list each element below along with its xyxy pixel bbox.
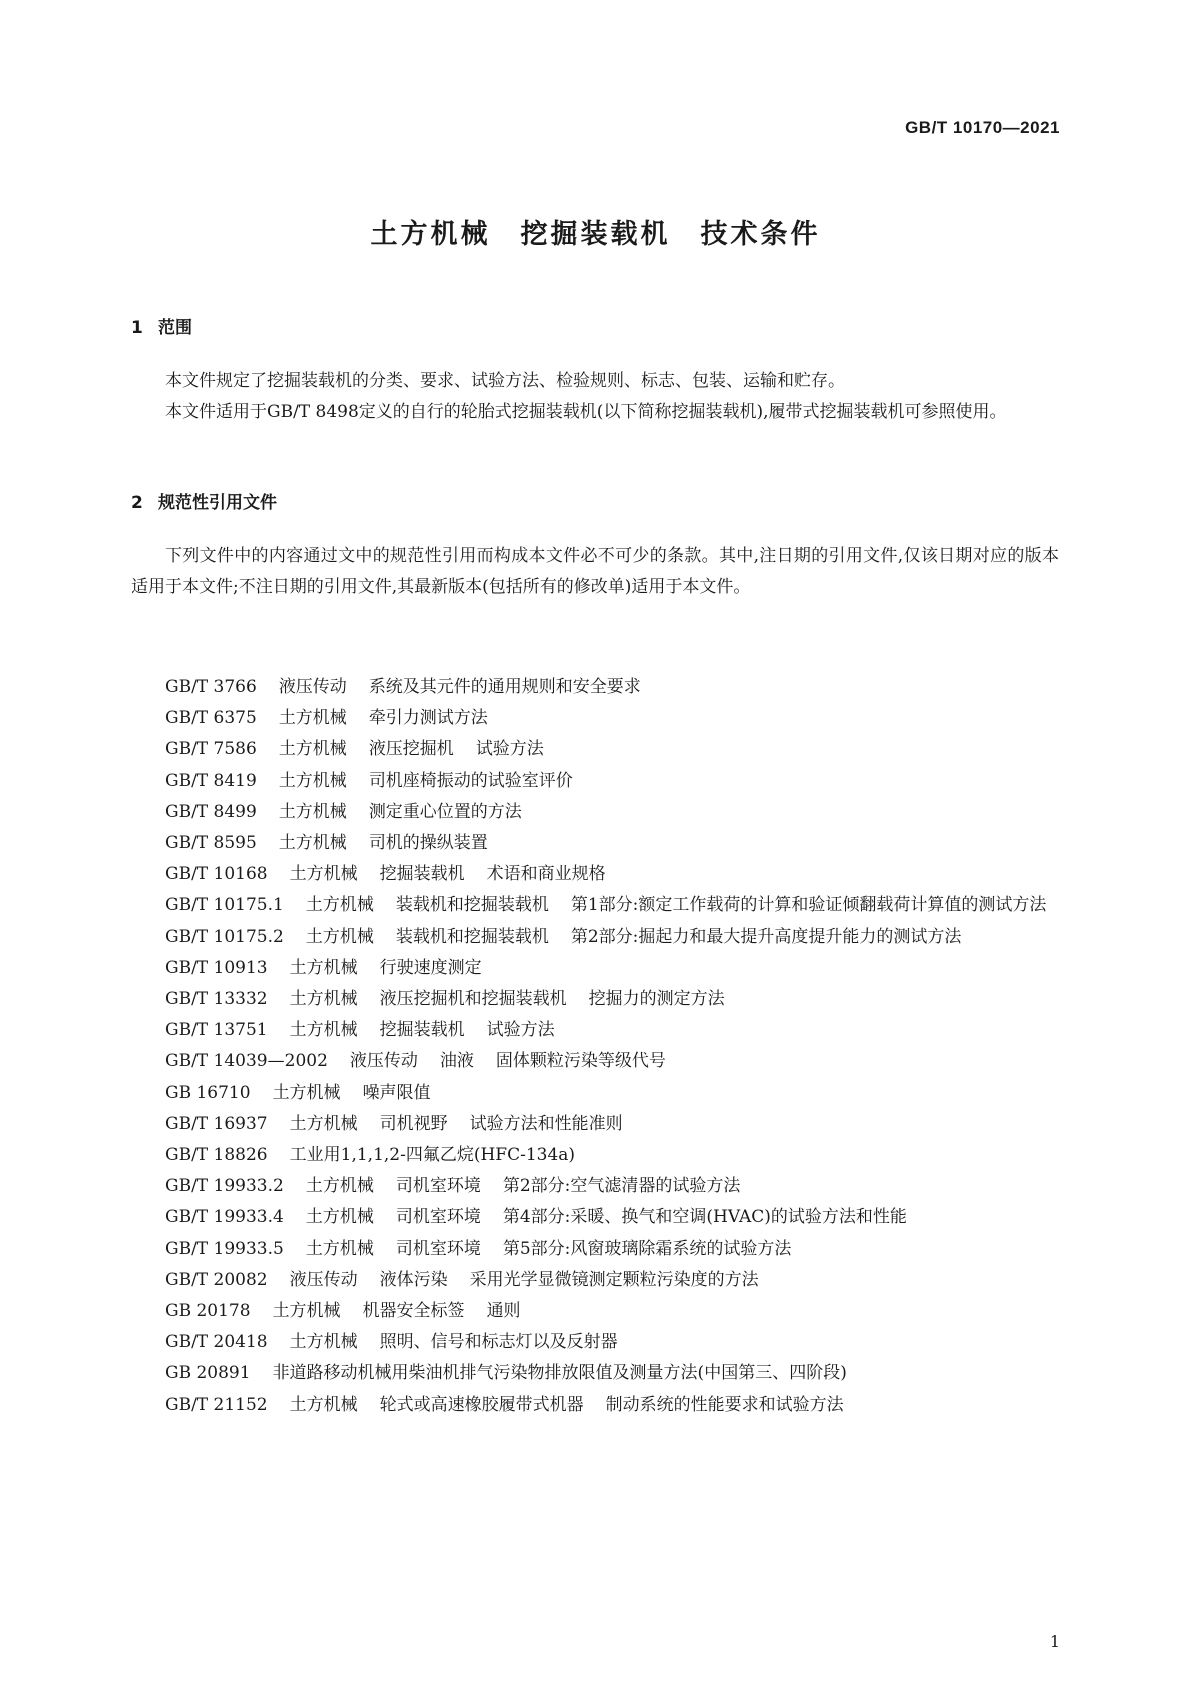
reference-code: GB/T 16937 xyxy=(165,1113,268,1134)
reference-code: GB/T 7586 xyxy=(165,739,257,760)
reference-item xyxy=(131,1265,1059,1296)
reference-item xyxy=(131,984,1059,1015)
reference-item xyxy=(131,1171,1059,1202)
reference-code: GB/T 20418 xyxy=(165,1332,268,1353)
reference-title: 液压传动 xyxy=(349,1051,418,1072)
reference-title: 液压传动 xyxy=(278,677,347,697)
reference-title: 司机视野 xyxy=(379,1113,448,1134)
reference-item xyxy=(131,766,1059,797)
reference-code: GB/T 8499 xyxy=(165,801,257,822)
page-number: 1 xyxy=(1049,1632,1060,1651)
title-part: 技术条件 xyxy=(700,219,821,250)
reference-title: 土方机械 xyxy=(305,895,374,916)
reference-title: 第4部分:采暖、换气和空调(HVAC)的试验方法和性能 xyxy=(502,1207,907,1228)
reference-item xyxy=(131,1202,1059,1233)
reference-item xyxy=(131,1296,1059,1327)
reference-code: GB/T 10175.2 xyxy=(165,926,284,947)
reference-title: 液压传动 xyxy=(289,1269,358,1290)
reference-title: 照明、信号和标志灯以及反射器 xyxy=(379,1332,618,1353)
references-intro-paragraph: 下列文件中的内容通过文中的规范性引用而构成本文件必不可少的条款。其中,注日期的引用文件,仅该日期对应的版本适用于本文件;不注日期的引用文件,其最新版本(包括所有的修改单)适用于本文件。 xyxy=(131,546,1059,597)
reference-item xyxy=(131,1109,1059,1140)
reference-title: 液压挖掘机 xyxy=(368,739,454,760)
reference-title: 土方机械 xyxy=(272,1082,341,1103)
reference-item xyxy=(131,859,1059,890)
reference-item xyxy=(131,703,1059,734)
section-number: 2 xyxy=(131,493,143,513)
reference-title: 装载机和挖掘装载机 xyxy=(395,926,549,947)
reference-item xyxy=(131,922,1059,953)
reference-title: 土方机械 xyxy=(289,1394,358,1415)
reference-title: 第2部分:掘起力和最大提升高度提升能力的测试方法 xyxy=(570,926,962,947)
reference-title: 土方机械 xyxy=(305,926,374,947)
reference-title: 固体颗粒污染等级代号 xyxy=(495,1051,666,1072)
reference-title: 噪声限值 xyxy=(362,1082,431,1103)
reference-title: 土方机械 xyxy=(278,708,347,729)
reference-item xyxy=(131,1327,1059,1358)
reference-item xyxy=(131,1390,1059,1421)
reference-item xyxy=(131,828,1059,859)
reference-title: 土方机械 xyxy=(289,1020,358,1041)
reference-title: 土方机械 xyxy=(289,1332,358,1353)
reference-title: 第1部分:额定工作载荷的计算和验证倾翻载荷计算值的测试方法 xyxy=(570,895,1047,916)
reference-title: 试验方法 xyxy=(475,739,544,760)
scope-paragraph: 本文件规定了挖掘装载机的分类、要求、试验方法、检验规则、标志、包装、运输和贮存。 xyxy=(165,371,845,391)
section-number: 1 xyxy=(131,318,143,338)
document-title xyxy=(0,212,1191,251)
reference-code: GB/T 14039—2002 xyxy=(165,1051,328,1072)
reference-item xyxy=(131,1015,1059,1046)
reference-title: 试验方法 xyxy=(486,1020,555,1041)
reference-title: 试验方法和性能准则 xyxy=(469,1113,623,1134)
reference-code: GB 20891 xyxy=(165,1363,251,1384)
reference-code: GB/T 8419 xyxy=(165,770,257,791)
reference-title: 司机座椅振动的试验室评价 xyxy=(368,770,573,791)
reference-item xyxy=(131,1234,1059,1265)
reference-title: 油液 xyxy=(439,1051,474,1072)
reference-item xyxy=(131,953,1059,984)
reference-code: GB/T 6375 xyxy=(165,708,257,729)
reference-title: 挖掘装载机 xyxy=(379,864,465,885)
reference-item xyxy=(131,890,1059,921)
reference-title: 液体污染 xyxy=(379,1269,448,1290)
reference-title: 挖掘力的测定方法 xyxy=(588,989,725,1010)
reference-title: 行驶速度测定 xyxy=(379,957,482,978)
reference-title: 土方机械 xyxy=(289,957,358,978)
section-title: 规范性引用文件 xyxy=(158,493,277,513)
reference-code: GB/T 13751 xyxy=(165,1020,268,1041)
reference-title: 土方机械 xyxy=(305,1176,374,1197)
reference-title: 轮式或高速橡胶履带式机器 xyxy=(379,1394,584,1415)
reference-title: 装载机和挖掘装载机 xyxy=(395,895,549,916)
reference-title: 第2部分:空气滤清器的试验方法 xyxy=(502,1176,741,1197)
reference-title: 制动系统的性能要求和试验方法 xyxy=(605,1394,844,1415)
reference-item xyxy=(131,672,1059,703)
reference-item xyxy=(131,1078,1059,1109)
reference-title: 土方机械 xyxy=(305,1238,374,1259)
reference-code: GB/T 13332 xyxy=(165,989,268,1010)
reference-title: 第5部分:风窗玻璃除霜系统的试验方法 xyxy=(502,1238,792,1259)
reference-title: 土方机械 xyxy=(278,801,347,822)
reference-code: GB/T 8595 xyxy=(165,833,257,854)
reference-title: 司机室环境 xyxy=(395,1176,481,1197)
reference-code: GB 20178 xyxy=(165,1301,251,1322)
reference-item xyxy=(131,1358,1059,1389)
reference-list xyxy=(131,672,1059,1421)
reference-code: GB/T 20082 xyxy=(165,1269,268,1290)
reference-title: 工业用1,1,1,2-四氟乙烷(HFC-134a) xyxy=(289,1145,576,1166)
reference-item xyxy=(131,1046,1059,1077)
reference-code: GB/T 19933.5 xyxy=(165,1238,284,1259)
reference-title: 土方机械 xyxy=(289,989,358,1010)
reference-title: 司机的操纵装置 xyxy=(368,833,488,854)
reference-title: 土方机械 xyxy=(305,1207,374,1228)
scope-paragraph: 本文件适用于GB/T 8498定义的自行的轮胎式挖掘装载机(以下简称挖掘装载机),履带式挖掘装载机可参照使用。 xyxy=(165,402,1007,422)
reference-code: GB/T 10168 xyxy=(165,864,268,885)
reference-title: 司机室环境 xyxy=(395,1207,481,1228)
reference-code: GB/T 19933.2 xyxy=(165,1176,284,1197)
reference-title: 术语和商业规格 xyxy=(486,864,606,885)
reference-title: 土方机械 xyxy=(278,739,347,760)
reference-title: 测定重心位置的方法 xyxy=(368,801,522,822)
reference-title: 司机室环境 xyxy=(395,1238,481,1259)
reference-title: 土方机械 xyxy=(278,833,347,854)
standard-number: GB/T 10170—2021 xyxy=(905,118,1060,137)
reference-item xyxy=(131,797,1059,828)
reference-title: 土方机械 xyxy=(278,770,347,791)
section-heading-normative-references xyxy=(131,488,277,513)
reference-code: GB/T 10913 xyxy=(165,957,268,978)
reference-code: GB/T 21152 xyxy=(165,1394,268,1415)
reference-title: 土方机械 xyxy=(289,864,358,885)
reference-item xyxy=(131,734,1059,765)
reference-title: 通则 xyxy=(486,1301,521,1322)
reference-title: 机器安全标签 xyxy=(362,1301,465,1322)
reference-code: GB/T 3766 xyxy=(165,677,257,697)
reference-title: 牵引力测试方法 xyxy=(368,708,488,729)
reference-title: 采用光学显微镜测定颗粒污染度的方法 xyxy=(469,1269,759,1290)
section-heading-scope xyxy=(131,313,192,338)
reference-code: GB/T 19933.4 xyxy=(165,1207,284,1228)
reference-title: 土方机械 xyxy=(289,1113,358,1134)
title-part: 土方机械 xyxy=(370,219,491,250)
reference-code: GB/T 10175.1 xyxy=(165,895,284,916)
reference-title: 液压挖掘机和挖掘装载机 xyxy=(379,989,567,1010)
reference-title: 土方机械 xyxy=(272,1301,341,1322)
title-part: 挖掘装载机 xyxy=(520,219,671,250)
reference-title: 非道路移动机械用柴油机排气污染物排放限值及测量方法(中国第三、四阶段) xyxy=(272,1363,847,1384)
reference-title: 系统及其元件的通用规则和安全要求 xyxy=(368,677,641,697)
reference-code: GB/T 18826 xyxy=(165,1145,268,1166)
reference-code: GB 16710 xyxy=(165,1082,251,1103)
reference-item xyxy=(131,1140,1059,1171)
reference-title: 挖掘装载机 xyxy=(379,1020,465,1041)
section-title: 范围 xyxy=(158,318,192,338)
